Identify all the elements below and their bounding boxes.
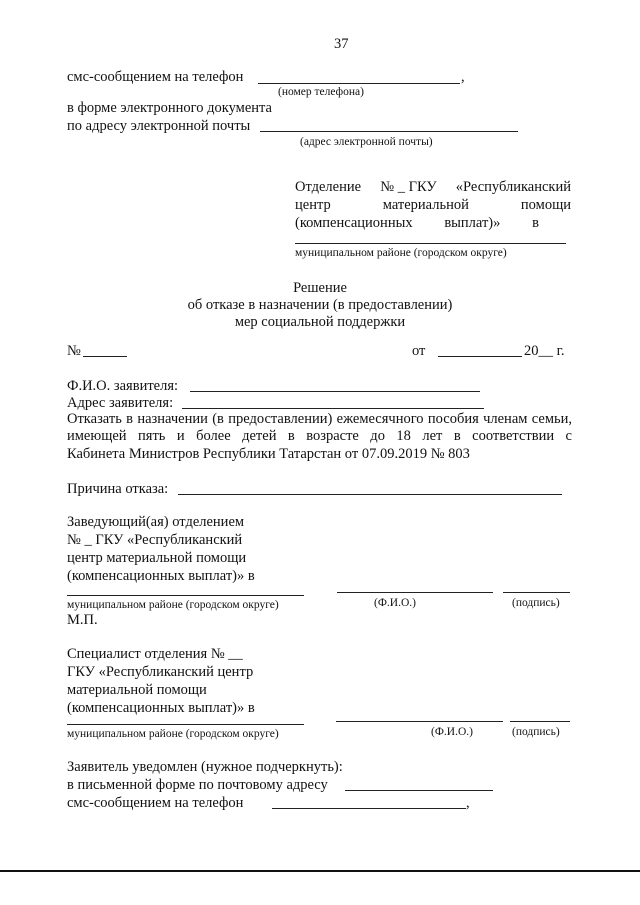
applicant-fio-line (190, 391, 480, 392)
recipient-word: № _ ГКУ (380, 179, 437, 195)
recipient-line-1 (295, 178, 571, 196)
bottom-phone-line (272, 808, 466, 809)
sms-comma: , (461, 69, 465, 85)
recipient-word: выплат)» (444, 215, 501, 231)
email-caption: (адрес электронной почты) (300, 136, 433, 148)
applicant-address-label: Адрес заявителя: (67, 395, 174, 411)
specialist-line-2: ГКУ «Республиканский центр (67, 664, 254, 680)
specialist-signature-line (510, 721, 570, 722)
recipient-word: центр (295, 197, 331, 213)
refusal-text-line-3: Кабинета Министров Республики Татарстан от 07.09.2019 № 803 (67, 446, 470, 462)
bottom-sms-label: смс-сообщением на телефон (67, 795, 244, 811)
stamp-label: М.П. (67, 612, 98, 628)
specialist-fio-line (336, 721, 503, 722)
recipient-word: материальной (382, 197, 469, 213)
postal-label: в письменной форме по почтовому адресу (67, 777, 328, 793)
recipient-word: «Республиканский (455, 179, 571, 195)
recipient-line-2 (295, 196, 571, 214)
document-title-line-2: об отказе в назначении (в предоставлении) (187, 297, 453, 313)
head-line-4: (компенсационных выплат)» в (67, 568, 255, 584)
sms-label: смс-сообщением на телефон (67, 69, 244, 85)
reason-label: Причина отказа: (67, 481, 169, 497)
page-bottom-border (0, 870, 640, 872)
head-signature-line (503, 592, 570, 593)
specialist-line-4: (компенсационных выплат)» в (67, 700, 255, 716)
applicant-fio-label: Ф.И.О. заявителя: (67, 378, 179, 394)
head-district-caption: муниципальном районе (городском округе) (67, 599, 279, 611)
document-title: Решение (293, 280, 347, 296)
recipient-line-3 (295, 214, 539, 232)
email-blank-line (260, 131, 518, 132)
recipient-word: в (532, 215, 539, 231)
reason-blank-line (178, 494, 562, 495)
head-fio-caption: (Ф.И.О.) (374, 597, 416, 609)
head-line-3: центр материальной помощи (67, 550, 247, 566)
applicant-address-line (182, 408, 484, 409)
bottom-sms-comma: , (466, 795, 470, 811)
specialist-signature-caption: (подпись) (512, 726, 560, 738)
phone-caption: (номер телефона) (278, 86, 364, 98)
email-label: по адресу электронной почты (67, 118, 251, 134)
head-fio-line (337, 592, 493, 593)
recipient-word: Отделение (295, 179, 362, 195)
recipient-word: (компенсационных (295, 215, 413, 231)
electronic-doc-label: в форме электронного документа (67, 100, 272, 116)
specialist-district-caption: муниципальном районе (городском округе) (67, 728, 279, 740)
head-line-1: Заведующий(ая) отделением (67, 514, 245, 530)
phone-blank-line (258, 83, 460, 84)
specialist-line-3: материальной помощи (67, 682, 207, 698)
page-number: 37 (334, 36, 349, 52)
specialist-fio-caption: (Ф.И.О.) (431, 726, 473, 738)
specialist-district-line (67, 724, 304, 725)
refusal-text-line-2: имеющей пять и более детей в возрасте до 18 лет в соответствии с (67, 428, 572, 444)
year-label: 20__ г. (524, 343, 565, 359)
refusal-text-line-1: Отказать в назначении (в предоставлении) ежемесячного пособия членам семьи, (67, 411, 572, 427)
head-line-2: № _ ГКУ «Республиканский (67, 532, 243, 548)
head-district-line (67, 595, 304, 596)
recipient-district-line (295, 243, 566, 244)
number-blank-line (83, 356, 127, 357)
date-blank-line (438, 356, 522, 357)
head-signature-caption: (подпись) (512, 597, 560, 609)
document-title-line-3: мер социальной поддержки (234, 314, 406, 330)
notified-title: Заявитель уведомлен (нужное подчеркнуть): (67, 759, 343, 775)
postal-blank-line (345, 790, 493, 791)
recipient-caption: муниципальном районе (городском округе) (295, 247, 507, 259)
recipient-word: помощи (520, 197, 571, 213)
from-label: от (412, 343, 426, 359)
number-label: № (67, 343, 81, 359)
specialist-line-1: Специалист отделения № __ (67, 646, 243, 662)
